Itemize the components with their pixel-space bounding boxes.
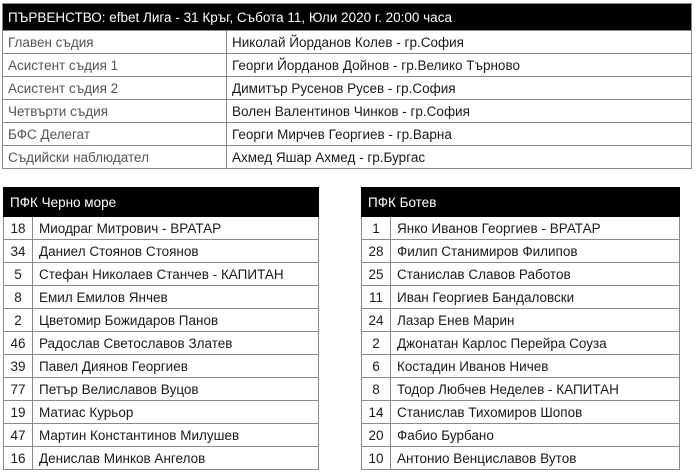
player-number: 8 xyxy=(362,378,391,401)
player-number: 10 xyxy=(362,447,391,470)
player-name: Миодраг Митрович - ВРАТАР xyxy=(33,217,319,240)
official-row xyxy=(3,77,692,100)
player-number: 34 xyxy=(4,240,33,263)
player-name: Иван Георгиев Бандаловски xyxy=(391,286,680,309)
team-left-table xyxy=(3,187,319,470)
officials-body xyxy=(3,31,692,169)
team-right-name: ПФК Ботев xyxy=(362,188,680,217)
player-name: Емил Емилов Янчев xyxy=(33,286,319,309)
player-row xyxy=(4,378,319,401)
player-number: 77 xyxy=(4,378,33,401)
player-row xyxy=(4,355,319,378)
player-name: Матиас Курьор xyxy=(33,401,319,424)
player-name: Тодор Любчев Неделев - КАПИТАН xyxy=(391,378,680,401)
official-name: Георги Йорданов Дойнов - гр.Велико Търново xyxy=(227,54,692,77)
team-left-name: ПФК Черно море xyxy=(4,188,319,217)
player-number: 18 xyxy=(4,217,33,240)
officials-table xyxy=(2,3,692,169)
official-role: Съдийски наблюдател xyxy=(3,146,227,169)
player-number: 46 xyxy=(4,332,33,355)
player-name: Филип Станимиров Филипов xyxy=(391,240,680,263)
player-name: Стефан Николаев Станчев - КАПИТАН xyxy=(33,263,319,286)
player-row xyxy=(4,447,319,470)
player-row xyxy=(362,447,680,470)
player-name: Радослав Светославов Златев xyxy=(33,332,319,355)
player-number: 14 xyxy=(362,401,391,424)
player-row xyxy=(362,309,680,332)
player-name: Лазар Енев Марин xyxy=(391,309,680,332)
player-number: 2 xyxy=(4,309,33,332)
player-number: 19 xyxy=(4,401,33,424)
player-number: 5 xyxy=(4,263,33,286)
player-row xyxy=(362,401,680,424)
player-number: 1 xyxy=(362,217,391,240)
team-right-table xyxy=(361,187,680,470)
player-number: 20 xyxy=(362,424,391,447)
official-row xyxy=(3,146,692,169)
official-row xyxy=(3,100,692,123)
official-name: Волен Валентинов Чинков - гр.София xyxy=(227,100,692,123)
player-name: Станислав Славов Работов xyxy=(391,263,680,286)
official-row xyxy=(3,31,692,54)
player-number: 25 xyxy=(362,263,391,286)
match-header: ПЪРВЕНСТВО: efbet Лига - 31 Кръг, Събота 11, Юли 2020 г. 20:00 часа xyxy=(3,4,692,31)
official-name: Георги Мирчев Георгиев - гр.Варна xyxy=(227,123,692,146)
player-number: 16 xyxy=(4,447,33,470)
official-role: Асистент съдия 2 xyxy=(3,77,227,100)
player-row xyxy=(4,263,319,286)
player-name: Фабио Бурбано xyxy=(391,424,680,447)
official-role: Асистент съдия 1 xyxy=(3,54,227,77)
player-row xyxy=(4,309,319,332)
player-number: 28 xyxy=(362,240,391,263)
player-row xyxy=(4,332,319,355)
player-row xyxy=(4,217,319,240)
player-row xyxy=(362,378,680,401)
player-row xyxy=(362,355,680,378)
team-left-body xyxy=(4,217,319,470)
player-name: Станислав Тихомиров Шопов xyxy=(391,401,680,424)
player-number: 47 xyxy=(4,424,33,447)
player-number: 39 xyxy=(4,355,33,378)
player-name: Костадин Иванов Ничев xyxy=(391,355,680,378)
official-role: Главен съдия xyxy=(3,31,227,54)
player-row xyxy=(362,240,680,263)
player-name: Цветомир Божидаров Панов xyxy=(33,309,319,332)
player-name: Даниел Стоянов Стоянов xyxy=(33,240,319,263)
player-row xyxy=(362,263,680,286)
player-name: Петър Велиславов Вуцов xyxy=(33,378,319,401)
player-row xyxy=(362,332,680,355)
player-name: Антонио Венциславов Вутов xyxy=(391,447,680,470)
player-number: 11 xyxy=(362,286,391,309)
player-name: Янко Иванов Георгиев - ВРАТАР xyxy=(391,217,680,240)
team-right-body xyxy=(362,217,680,470)
official-name: Димитър Русенов Русев - гр.София xyxy=(227,77,692,100)
official-role: БФС Делегат xyxy=(3,123,227,146)
player-row xyxy=(362,217,680,240)
team-left-header-row xyxy=(4,188,319,217)
player-row xyxy=(4,401,319,424)
player-name: Мартин Константинов Милушев xyxy=(33,424,319,447)
player-row xyxy=(362,286,680,309)
official-row xyxy=(3,123,692,146)
player-number: 6 xyxy=(362,355,391,378)
player-row xyxy=(4,286,319,309)
official-row xyxy=(3,54,692,77)
team-right-header-row xyxy=(362,188,680,217)
player-row xyxy=(362,424,680,447)
player-number: 8 xyxy=(4,286,33,309)
player-name: Джонатан Карлос Перейра Соуза xyxy=(391,332,680,355)
player-number: 24 xyxy=(362,309,391,332)
player-name: Павел Диянов Георгиев xyxy=(33,355,319,378)
player-number: 2 xyxy=(362,332,391,355)
officials-header-row xyxy=(3,4,692,31)
official-name: Ахмед Яшар Ахмед - гр.Бургас xyxy=(227,146,692,169)
player-row xyxy=(4,240,319,263)
official-role: Четвърти съдия xyxy=(3,100,227,123)
official-name: Николай Йорданов Колев - гр.София xyxy=(227,31,692,54)
player-name: Денислав Минков Ангелов xyxy=(33,447,319,470)
player-row xyxy=(4,424,319,447)
